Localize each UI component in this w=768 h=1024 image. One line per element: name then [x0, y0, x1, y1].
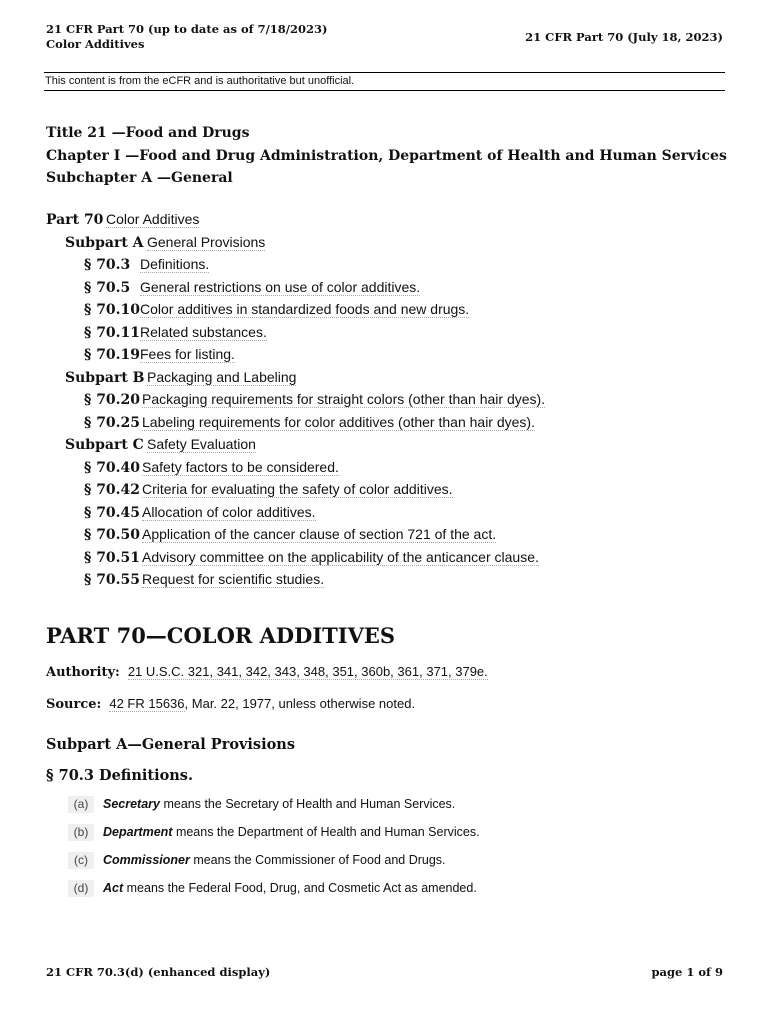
- toc-section-row: [46, 343, 545, 366]
- toc-section-link[interactable]: Definitions.: [140, 256, 210, 272]
- toc-section-row: [46, 276, 545, 299]
- toc-section-num: § 70.25: [84, 414, 141, 431]
- paragraph-label[interactable]: (d): [68, 880, 94, 897]
- toc-section-num: § 70.11: [84, 324, 141, 341]
- toc-subpart-row: [46, 231, 545, 254]
- defined-term: Commissioner: [103, 853, 190, 867]
- toc-section-row: [46, 568, 545, 591]
- defined-term: Act: [103, 881, 124, 895]
- defined-term: Department: [103, 825, 173, 839]
- toc-section-num: § 70.51: [84, 549, 141, 566]
- footer-citation: 21 CFR 70.3(d) (enhanced display): [46, 965, 271, 979]
- hierarchy-block: [46, 122, 727, 190]
- toc-section-num: § 70.5: [84, 279, 131, 296]
- paragraph-label[interactable]: (c): [68, 852, 94, 869]
- toc-section-num: § 70.42: [84, 482, 141, 498]
- toc-section-link[interactable]: Labeling requirements for color additives (other than hair dyes).: [142, 413, 535, 430]
- header-date: 21 CFR Part 70 (July 18, 2023): [525, 30, 723, 44]
- toc-subpart-link[interactable]: General Provisions: [147, 233, 266, 250]
- toc-section-num: § 70.10: [84, 302, 141, 318]
- title-line: Title 21 —Food and Drugs: [46, 125, 250, 141]
- toc-subpart-link[interactable]: Safety Evaluation: [147, 436, 256, 452]
- toc-section-link[interactable]: Allocation of color additives.: [142, 503, 316, 520]
- header-citation: 21 CFR Part 70 (up to date as of 7/18/2023): [46, 22, 328, 36]
- toc-section-num: § 70.20: [84, 392, 141, 408]
- toc-section-link[interactable]: Safety factors to be considered.: [142, 458, 339, 475]
- toc-part-row: [46, 208, 545, 231]
- definition-text: means the Federal Food, Drug, and Cosmetic Act as amended.: [123, 881, 477, 895]
- toc-section-link[interactable]: General restrictions on use of color additives.: [140, 278, 421, 295]
- toc-section-link[interactable]: Fees for listing.: [140, 346, 235, 362]
- paragraph-item: [68, 824, 480, 852]
- source-label: Source:: [46, 697, 102, 712]
- toc-section-link[interactable]: Application of the cancer clause of section 721 of the act.: [142, 526, 497, 542]
- toc-section-row: [46, 321, 545, 344]
- toc-section-link[interactable]: Color additives in standardized foods and new drugs.: [140, 301, 470, 317]
- paragraph-label[interactable]: (a): [68, 796, 94, 813]
- toc-section-num: § 70.40: [84, 459, 141, 476]
- page-header-left: [46, 22, 327, 51]
- defined-term: Secretary: [103, 797, 160, 811]
- toc-subpart-label: Subpart A: [65, 234, 144, 251]
- toc-section-num: § 70.19: [84, 347, 141, 363]
- definitions-list: [68, 796, 480, 908]
- authority-label: Authority:: [46, 665, 120, 680]
- subpart-heading: Subpart A—General Provisions: [46, 736, 295, 753]
- toc-section-link[interactable]: Advisory committee on the applicability of the anticancer clause.: [142, 548, 539, 565]
- toc-section-num: § 70.3: [84, 257, 131, 273]
- toc-section-row: [46, 298, 545, 321]
- chapter-line: Chapter I —Food and Drug Administration, Department of Health and Human Services: [46, 147, 727, 164]
- toc-part-link[interactable]: Color Additives: [106, 211, 200, 227]
- toc-subpart-label: Subpart C: [65, 437, 144, 453]
- toc-section-num: § 70.45: [84, 504, 141, 521]
- paragraph-item: [68, 852, 480, 880]
- section-heading: § 70.3 Definitions.: [46, 767, 194, 784]
- authority-line: [46, 664, 488, 680]
- toc-section-link[interactable]: Related substances.: [140, 323, 267, 340]
- source-line: [46, 696, 415, 712]
- source-rest: , Mar. 22, 1977, unless otherwise noted.: [184, 696, 416, 711]
- toc-section-row: [46, 388, 545, 411]
- part-heading: PART 70—COLOR ADDITIVES: [46, 623, 396, 648]
- toc-section-num: § 70.55: [84, 572, 141, 588]
- paragraph-label[interactable]: (b): [68, 824, 94, 841]
- definition-text: means the Commissioner of Food and Drugs.: [189, 853, 446, 867]
- toc-section-row: [46, 501, 545, 524]
- toc-section-row: [46, 456, 545, 479]
- subchapter-line: Subchapter A —General: [46, 170, 233, 186]
- toc-section-row: [46, 523, 545, 546]
- toc-subpart-row: [46, 366, 545, 389]
- toc-section-link[interactable]: Packaging requirements for straight colors (other than hair dyes).: [142, 391, 546, 407]
- table-of-contents: [46, 208, 545, 591]
- definition-text: means the Secretary of Health and Human Services.: [160, 797, 456, 811]
- ecfr-notice: This content is from the eCFR and is authoritative but unofficial.: [44, 72, 725, 91]
- toc-section-row: [46, 253, 545, 276]
- page-number: page 1 of 9: [651, 965, 723, 979]
- paragraph-item: [68, 880, 480, 908]
- paragraph-item: [68, 796, 480, 824]
- authority-link[interactable]: 21 U.S.C. 321, 341, 342, 343, 348, 351, 360b, 361, 371, 379e.: [127, 664, 488, 679]
- source-link[interactable]: 42 FR 15636: [109, 696, 185, 711]
- toc-subpart-row: [46, 433, 545, 456]
- header-part-name: Color Additives: [46, 36, 145, 51]
- toc-section-row: [46, 411, 545, 434]
- toc-subpart-link[interactable]: Packaging and Labeling: [147, 368, 297, 385]
- toc-section-link[interactable]: Criteria for evaluating the safety of color additives.: [142, 481, 453, 497]
- toc-section-link[interactable]: Request for scientific studies.: [142, 571, 325, 587]
- toc-section-row: [46, 478, 545, 501]
- definition-text: means the Department of Health and Human Services.: [172, 825, 480, 839]
- toc-part-label: Part 70: [46, 212, 104, 228]
- toc-section-num: § 70.50: [84, 527, 141, 543]
- toc-section-row: [46, 546, 545, 569]
- toc-subpart-label: Subpart B: [65, 369, 145, 386]
